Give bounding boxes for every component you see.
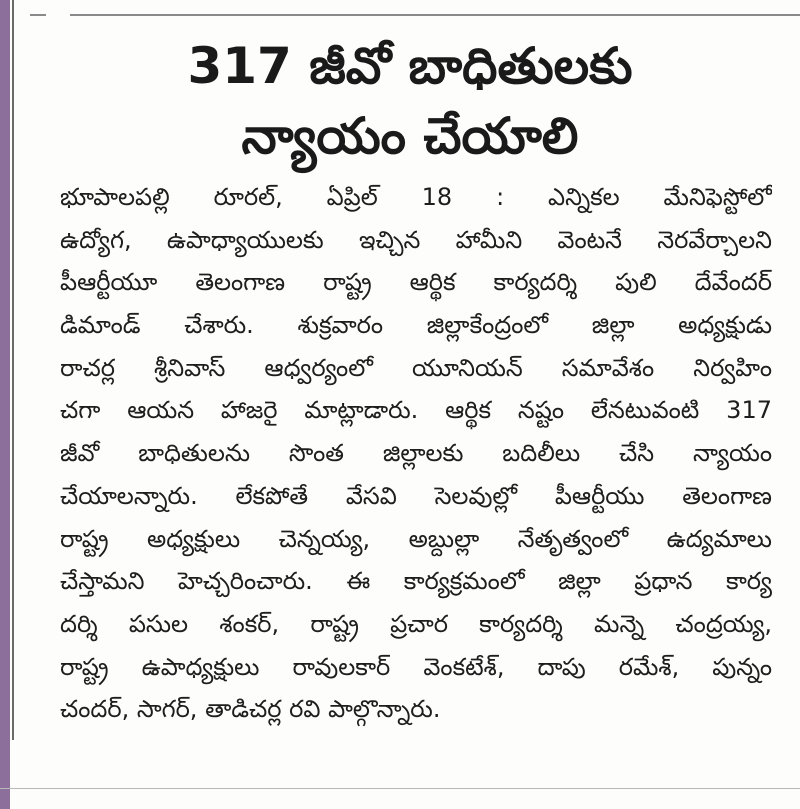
body-line: భూపాలపల్లి రూరల్, ఏప్రిల్ 18 : ఎన్నికల మేనిఫెస్టోలో — [60, 183, 772, 211]
top-rule-left — [30, 14, 46, 16]
headline-line-1: 317 జీవో బాధితులకు — [187, 37, 633, 95]
headline-line-2: న్యాయం చేయాలి — [241, 107, 579, 165]
body-line: రాష్ట్ర ఉపాధ్యక్షులు రావులకార్ వెంకటేశ్, దాపు రమేశ్, పున్నం — [60, 652, 772, 681]
body-line: ఉద్యోగ, ఉపాధ్యాయులకు ఇచ్చిన హామీని వెంటనే నెరవేర్చాలని — [60, 225, 772, 254]
body-line: రాష్ట్ర అధ్యక్షులు చెన్నయ్య, అబ్దుల్లా నేతృత్వంలో ఉద్యమాలు — [60, 524, 772, 553]
body-line: చేయాలన్నారు. లేకపోతే వేసవి సెలవుల్లో పీఆర్టీయు తెలంగాణ — [60, 481, 772, 510]
article-body — [60, 176, 772, 731]
body-line: దర్శి పసుల శంకర్, రాష్ట్ర ప్రచార కార్యదర్శి మన్నె చంద్రయ్య, — [60, 609, 772, 638]
body-line: పీఆర్టీయూ తెలంగాణ రాష్ట్ర ఆర్థిక కార్యదర్శి పులి దేవేందర్ — [60, 268, 772, 297]
left-margin-bar — [0, 0, 10, 809]
bottom-rule — [0, 788, 800, 789]
body-line: జీవో బాధితులను సొంత జిల్లాలకు బదిలీలు చేసి న్యాయం — [60, 439, 772, 468]
body-line: రాచర్ల శ్రీనివాస్ ఆధ్వర్యంలో యూనియన్ సమావేశం నిర్వహిం — [60, 353, 772, 382]
body-line: చేస్తామని హెచ్చరించారు. ఈ కార్యక్రమంలో జిల్లా ప్రధాన కార్య — [60, 567, 772, 596]
body-line: డిమాండ్ చేశారు. శుక్రవారం జిల్లాకేంద్రంలో జిల్లా అధ్యక్షుడు — [60, 311, 772, 340]
body-line: చందర్, సాగర్, తాడిచర్ల రవి పాల్గొన్నారు. — [60, 695, 441, 724]
column-divider — [12, 0, 14, 740]
body-line: చగా ఆయన హాజరై మాట్లాడారు. ఆర్థిక నష్టం లేనటువంటి 317 — [60, 396, 772, 425]
top-rule — [70, 14, 800, 16]
